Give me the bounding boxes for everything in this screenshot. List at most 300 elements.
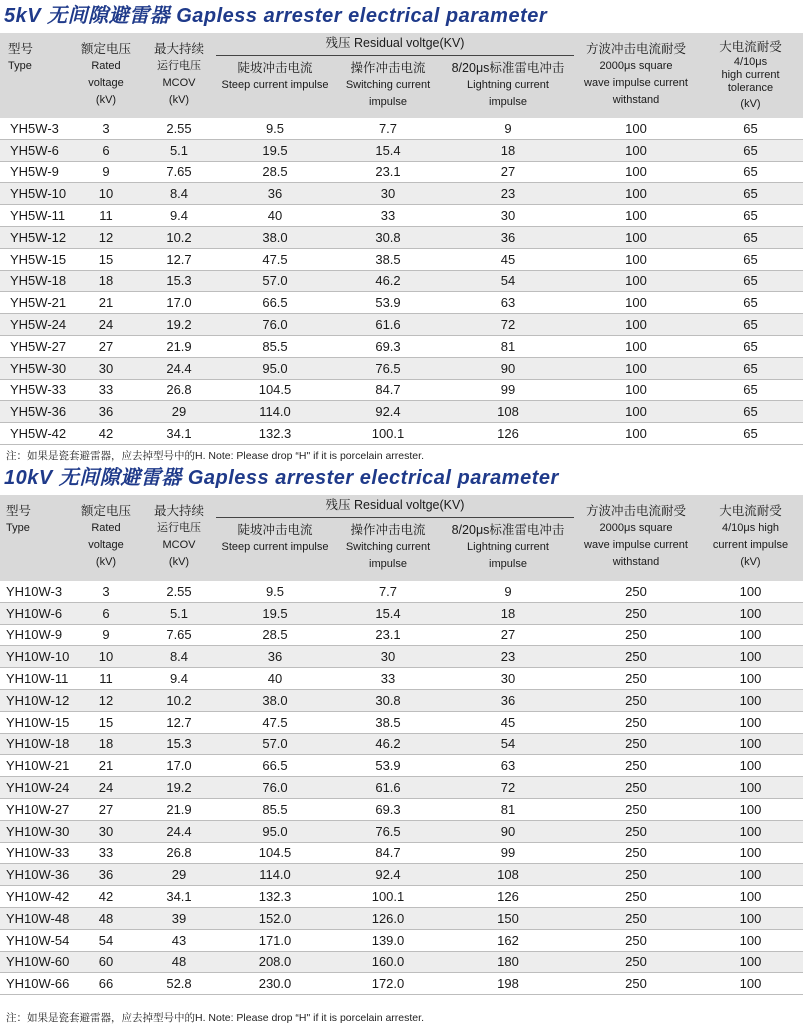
cell-square-wave: 100 — [574, 183, 698, 205]
cell-rated-voltage: 36 — [70, 864, 142, 886]
cell-lightning: 198 — [442, 973, 574, 995]
header-square-wave: 方波冲击电流耐受 2000μs square wave impulse current withstand — [574, 495, 698, 581]
cell-square-wave: 250 — [574, 842, 698, 864]
cell-steep: 104.5 — [216, 842, 334, 864]
cell-mcov: 15.3 — [142, 733, 216, 755]
cell-square-wave: 100 — [574, 335, 698, 357]
cell-high-current: 65 — [698, 118, 803, 139]
parameter-table-5kv — [0, 33, 803, 445]
cell-rated-voltage: 6 — [70, 602, 142, 624]
cell-mcov: 17.0 — [142, 755, 216, 777]
cell-high-current: 100 — [698, 624, 803, 646]
cell-rated-voltage: 18 — [70, 733, 142, 755]
cell-mcov: 26.8 — [142, 379, 216, 401]
cell-switching: 30.8 — [334, 226, 442, 248]
cell-high-current: 100 — [698, 689, 803, 711]
cell-square-wave: 250 — [574, 973, 698, 995]
cell-rated-voltage: 33 — [70, 842, 142, 864]
cell-switching: 33 — [334, 668, 442, 690]
cell-type: YH5W-36 — [0, 401, 70, 423]
cell-type: YH5W-30 — [0, 357, 70, 379]
cell-steep: 40 — [216, 668, 334, 690]
cell-lightning: 99 — [442, 842, 574, 864]
cell-rated-voltage: 54 — [70, 929, 142, 951]
cell-type: YH5W-24 — [0, 314, 70, 336]
cell-lightning: 27 — [442, 624, 574, 646]
cell-switching: 69.3 — [334, 335, 442, 357]
cell-switching: 100.1 — [334, 423, 442, 445]
cell-type: YH5W-6 — [0, 139, 70, 161]
cell-type: YH10W-54 — [0, 929, 70, 951]
table-row — [0, 842, 803, 864]
table-body-10kv — [0, 581, 803, 995]
cell-square-wave: 100 — [574, 118, 698, 139]
cell-high-current: 100 — [698, 777, 803, 799]
table-row — [0, 292, 803, 314]
cell-square-wave: 250 — [574, 624, 698, 646]
cell-steep: 28.5 — [216, 161, 334, 183]
header-mcov: 最大持续 运行电压 MCOV (kV) — [142, 495, 216, 581]
table-row — [0, 907, 803, 929]
cell-square-wave: 100 — [574, 314, 698, 336]
cell-switching: 15.4 — [334, 139, 442, 161]
cell-mcov: 26.8 — [142, 842, 216, 864]
header-residual-voltage: 残压 Residual voltge(KV) — [216, 495, 574, 517]
section-title-10kv: 10kV 无间隙避雷器 Gapless arrester electrical parameter — [4, 467, 559, 489]
table-row — [0, 118, 803, 139]
cell-switching: 92.4 — [334, 864, 442, 886]
table-row — [0, 755, 803, 777]
cell-square-wave: 250 — [574, 689, 698, 711]
cell-high-current: 100 — [698, 864, 803, 886]
cell-mcov: 10.2 — [142, 689, 216, 711]
cell-steep: 95.0 — [216, 357, 334, 379]
header-switching-current: 操作冲击电流 Switching current impulse — [334, 55, 442, 118]
cell-square-wave: 100 — [574, 270, 698, 292]
cell-type: YH5W-10 — [0, 183, 70, 205]
cell-high-current: 100 — [698, 798, 803, 820]
cell-lightning: 72 — [442, 314, 574, 336]
cell-square-wave: 250 — [574, 951, 698, 973]
cell-mcov: 17.0 — [142, 292, 216, 314]
cell-high-current: 100 — [698, 755, 803, 777]
cell-type: YH10W-60 — [0, 951, 70, 973]
cell-square-wave: 250 — [574, 581, 698, 602]
header-rated-voltage: 额定电压 Rated voltage (kV) — [70, 495, 142, 581]
cell-lightning: 23 — [442, 646, 574, 668]
cell-high-current: 65 — [698, 161, 803, 183]
table-row — [0, 929, 803, 951]
cell-lightning: 18 — [442, 602, 574, 624]
cell-steep: 19.5 — [216, 602, 334, 624]
cell-high-current: 100 — [698, 886, 803, 908]
cell-mcov: 9.4 — [142, 205, 216, 227]
cell-rated-voltage: 21 — [70, 755, 142, 777]
cell-mcov: 29 — [142, 401, 216, 423]
header-type: 型号 Type — [0, 495, 70, 581]
cell-lightning: 9 — [442, 581, 574, 602]
cell-high-current: 65 — [698, 314, 803, 336]
cell-type: YH10W-36 — [0, 864, 70, 886]
cell-lightning: 18 — [442, 139, 574, 161]
cell-mcov: 2.55 — [142, 581, 216, 602]
cell-lightning: 162 — [442, 929, 574, 951]
cell-mcov: 29 — [142, 864, 216, 886]
cell-lightning: 54 — [442, 270, 574, 292]
cell-high-current: 100 — [698, 907, 803, 929]
cell-type: YH10W-11 — [0, 668, 70, 690]
cell-rated-voltage: 30 — [70, 357, 142, 379]
cell-high-current: 65 — [698, 248, 803, 270]
table-row — [0, 401, 803, 423]
table-row — [0, 624, 803, 646]
cell-mcov: 8.4 — [142, 183, 216, 205]
cell-switching: 69.3 — [334, 798, 442, 820]
table-row — [0, 205, 803, 227]
cell-lightning: 63 — [442, 292, 574, 314]
cell-steep: 230.0 — [216, 973, 334, 995]
table-row — [0, 711, 803, 733]
cell-high-current: 65 — [698, 205, 803, 227]
cell-steep: 152.0 — [216, 907, 334, 929]
cell-switching: 30 — [334, 646, 442, 668]
cell-steep: 208.0 — [216, 951, 334, 973]
cell-mcov: 19.2 — [142, 314, 216, 336]
cell-type: YH5W-27 — [0, 335, 70, 357]
cell-mcov: 10.2 — [142, 226, 216, 248]
cell-rated-voltage: 66 — [70, 973, 142, 995]
cell-high-current: 100 — [698, 733, 803, 755]
parameter-table-10kv — [0, 495, 803, 995]
cell-type: YH5W-3 — [0, 118, 70, 139]
cell-rated-voltage: 10 — [70, 646, 142, 668]
cell-switching: 172.0 — [334, 973, 442, 995]
header-high-current: 大电流耐受 4/10μs high current tolerance (kV) — [698, 33, 803, 118]
cell-square-wave: 250 — [574, 711, 698, 733]
cell-lightning: 99 — [442, 379, 574, 401]
cell-square-wave: 100 — [574, 292, 698, 314]
cell-rated-voltage: 42 — [70, 423, 142, 445]
table-row — [0, 646, 803, 668]
cell-square-wave: 250 — [574, 646, 698, 668]
cell-square-wave: 100 — [574, 161, 698, 183]
cell-lightning: 81 — [442, 798, 574, 820]
cell-high-current: 65 — [698, 401, 803, 423]
cell-rated-voltage: 11 — [70, 668, 142, 690]
cell-rated-voltage: 24 — [70, 314, 142, 336]
header-switching-current: 操作冲击电流 Switching current impulse — [334, 517, 442, 581]
cell-mcov: 7.65 — [142, 161, 216, 183]
cell-type: YH10W-42 — [0, 886, 70, 908]
cell-mcov: 24.4 — [142, 357, 216, 379]
cell-switching: 30.8 — [334, 689, 442, 711]
cell-steep: 40 — [216, 205, 334, 227]
cell-type: YH5W-11 — [0, 205, 70, 227]
cell-type: YH10W-21 — [0, 755, 70, 777]
cell-switching: 38.5 — [334, 248, 442, 270]
cell-mcov: 7.65 — [142, 624, 216, 646]
header-residual-voltage: 残压 Residual voltge(KV) — [216, 33, 574, 55]
header-rated-voltage: 额定电压 Rated voltage (kV) — [70, 33, 142, 118]
table-row — [0, 798, 803, 820]
cell-high-current: 65 — [698, 226, 803, 248]
cell-lightning: 36 — [442, 226, 574, 248]
cell-square-wave: 250 — [574, 820, 698, 842]
table-row — [0, 951, 803, 973]
cell-mcov: 12.7 — [142, 248, 216, 270]
cell-steep: 57.0 — [216, 270, 334, 292]
cell-high-current: 100 — [698, 646, 803, 668]
cell-high-current: 65 — [698, 139, 803, 161]
cell-mcov: 9.4 — [142, 668, 216, 690]
table-row — [0, 886, 803, 908]
cell-mcov: 52.8 — [142, 973, 216, 995]
cell-type: YH5W-42 — [0, 423, 70, 445]
cell-square-wave: 100 — [574, 139, 698, 161]
footnote-5kv: 注：如果是瓷套避雷器，应去掉型号中的H. Note: Please drop “H" if it is porcelain arrester. — [6, 450, 424, 462]
cell-rated-voltage: 11 — [70, 205, 142, 227]
cell-switching: 33 — [334, 205, 442, 227]
cell-steep: 114.0 — [216, 864, 334, 886]
cell-type: YH10W-66 — [0, 973, 70, 995]
cell-lightning: 108 — [442, 401, 574, 423]
table-row — [0, 602, 803, 624]
cell-mcov: 43 — [142, 929, 216, 951]
cell-mcov: 39 — [142, 907, 216, 929]
cell-mcov: 34.1 — [142, 886, 216, 908]
cell-square-wave: 250 — [574, 798, 698, 820]
cell-rated-voltage: 3 — [70, 581, 142, 602]
table-row — [0, 248, 803, 270]
cell-rated-voltage: 12 — [70, 226, 142, 248]
cell-rated-voltage: 30 — [70, 820, 142, 842]
cell-type: YH10W-33 — [0, 842, 70, 864]
cell-steep: 76.0 — [216, 314, 334, 336]
table-row — [0, 423, 803, 445]
cell-rated-voltage: 42 — [70, 886, 142, 908]
cell-square-wave: 100 — [574, 248, 698, 270]
cell-mcov: 8.4 — [142, 646, 216, 668]
cell-lightning: 27 — [442, 161, 574, 183]
table-row — [0, 733, 803, 755]
cell-type: YH5W-9 — [0, 161, 70, 183]
cell-rated-voltage: 48 — [70, 907, 142, 929]
cell-rated-voltage: 33 — [70, 379, 142, 401]
cell-square-wave: 250 — [574, 755, 698, 777]
cell-square-wave: 250 — [574, 602, 698, 624]
cell-lightning: 180 — [442, 951, 574, 973]
cell-square-wave: 100 — [574, 379, 698, 401]
cell-steep: 114.0 — [216, 401, 334, 423]
cell-switching: 7.7 — [334, 118, 442, 139]
cell-switching: 23.1 — [334, 161, 442, 183]
cell-rated-voltage: 27 — [70, 335, 142, 357]
cell-lightning: 72 — [442, 777, 574, 799]
header-steep-current: 陡坡冲击电流 Steep current impulse — [216, 517, 334, 581]
cell-lightning: 90 — [442, 820, 574, 842]
cell-switching: 23.1 — [334, 624, 442, 646]
cell-steep: 171.0 — [216, 929, 334, 951]
table-row — [0, 335, 803, 357]
cell-steep: 19.5 — [216, 139, 334, 161]
cell-high-current: 65 — [698, 183, 803, 205]
cell-type: YH5W-15 — [0, 248, 70, 270]
table-row — [0, 314, 803, 336]
cell-type: YH5W-21 — [0, 292, 70, 314]
cell-switching: 15.4 — [334, 602, 442, 624]
cell-rated-voltage: 15 — [70, 711, 142, 733]
table-row — [0, 379, 803, 401]
cell-rated-voltage: 9 — [70, 161, 142, 183]
header-lightning-current: 8/20μs标准雷电冲击 Lightning current impulse — [442, 55, 574, 118]
cell-mcov: 2.55 — [142, 118, 216, 139]
header-type: 型号 Type — [0, 33, 70, 118]
table-row — [0, 139, 803, 161]
cell-switching: 46.2 — [334, 733, 442, 755]
table-row — [0, 689, 803, 711]
section-title-5kv: 5kV 无间隙避雷器 Gapless arrester electrical parameter — [4, 5, 548, 27]
cell-square-wave: 250 — [574, 929, 698, 951]
header-square-wave: 方波冲击电流耐受 2000μs square wave impulse current withstand — [574, 33, 698, 118]
cell-lightning: 150 — [442, 907, 574, 929]
cell-rated-voltage: 18 — [70, 270, 142, 292]
cell-steep: 66.5 — [216, 755, 334, 777]
cell-steep: 9.5 — [216, 118, 334, 139]
cell-high-current: 65 — [698, 292, 803, 314]
cell-high-current: 100 — [698, 820, 803, 842]
footnote-10kv: 注：如果是瓷套避雷器，应去掉型号中的H. Note: Please drop “H" if it is porcelain arrester. — [6, 1012, 424, 1024]
cell-type: YH10W-3 — [0, 581, 70, 602]
cell-mcov: 15.3 — [142, 270, 216, 292]
cell-square-wave: 250 — [574, 733, 698, 755]
cell-high-current: 65 — [698, 379, 803, 401]
cell-steep: 38.0 — [216, 226, 334, 248]
table-row — [0, 581, 803, 602]
cell-lightning: 108 — [442, 864, 574, 886]
cell-mcov: 5.1 — [142, 139, 216, 161]
cell-type: YH10W-9 — [0, 624, 70, 646]
cell-lightning: 9 — [442, 118, 574, 139]
cell-rated-voltage: 10 — [70, 183, 142, 205]
cell-steep: 47.5 — [216, 248, 334, 270]
cell-mcov: 24.4 — [142, 820, 216, 842]
cell-switching: 139.0 — [334, 929, 442, 951]
cell-high-current: 100 — [698, 929, 803, 951]
cell-high-current: 65 — [698, 423, 803, 445]
table-row — [0, 357, 803, 379]
cell-mcov: 48 — [142, 951, 216, 973]
cell-high-current: 100 — [698, 842, 803, 864]
table-row — [0, 668, 803, 690]
cell-steep: 36 — [216, 183, 334, 205]
cell-steep: 66.5 — [216, 292, 334, 314]
cell-rated-voltage: 6 — [70, 139, 142, 161]
cell-mcov: 21.9 — [142, 335, 216, 357]
cell-switching: 92.4 — [334, 401, 442, 423]
cell-high-current: 100 — [698, 581, 803, 602]
cell-steep: 9.5 — [216, 581, 334, 602]
cell-lightning: 36 — [442, 689, 574, 711]
cell-high-current: 100 — [698, 973, 803, 995]
cell-type: YH5W-18 — [0, 270, 70, 292]
cell-steep: 132.3 — [216, 886, 334, 908]
cell-steep: 76.0 — [216, 777, 334, 799]
cell-switching: 126.0 — [334, 907, 442, 929]
cell-switching: 46.2 — [334, 270, 442, 292]
cell-steep: 28.5 — [216, 624, 334, 646]
cell-lightning: 126 — [442, 423, 574, 445]
cell-steep: 38.0 — [216, 689, 334, 711]
cell-rated-voltage: 24 — [70, 777, 142, 799]
cell-steep: 85.5 — [216, 335, 334, 357]
cell-steep: 57.0 — [216, 733, 334, 755]
table-row — [0, 270, 803, 292]
cell-switching: 84.7 — [334, 842, 442, 864]
cell-rated-voltage: 15 — [70, 248, 142, 270]
cell-switching: 160.0 — [334, 951, 442, 973]
cell-type: YH10W-6 — [0, 602, 70, 624]
cell-square-wave: 250 — [574, 777, 698, 799]
cell-lightning: 90 — [442, 357, 574, 379]
cell-switching: 84.7 — [334, 379, 442, 401]
cell-lightning: 30 — [442, 668, 574, 690]
cell-switching: 38.5 — [334, 711, 442, 733]
cell-square-wave: 250 — [574, 886, 698, 908]
cell-switching: 30 — [334, 183, 442, 205]
cell-steep: 36 — [216, 646, 334, 668]
cell-mcov: 34.1 — [142, 423, 216, 445]
cell-high-current: 100 — [698, 668, 803, 690]
cell-type: YH10W-12 — [0, 689, 70, 711]
cell-high-current: 100 — [698, 951, 803, 973]
cell-square-wave: 100 — [574, 401, 698, 423]
cell-lightning: 30 — [442, 205, 574, 227]
cell-square-wave: 100 — [574, 423, 698, 445]
table-row — [0, 864, 803, 886]
cell-rated-voltage: 60 — [70, 951, 142, 973]
cell-type: YH10W-48 — [0, 907, 70, 929]
cell-steep: 132.3 — [216, 423, 334, 445]
cell-type: YH5W-33 — [0, 379, 70, 401]
cell-switching: 76.5 — [334, 820, 442, 842]
table-body-5kv — [0, 118, 803, 444]
header-high-current: 大电流耐受 4/10μs high current impulse (kV) — [698, 495, 803, 581]
cell-switching: 100.1 — [334, 886, 442, 908]
cell-type: YH10W-27 — [0, 798, 70, 820]
cell-rated-voltage: 27 — [70, 798, 142, 820]
cell-steep: 85.5 — [216, 798, 334, 820]
cell-rated-voltage: 3 — [70, 118, 142, 139]
table-row — [0, 777, 803, 799]
cell-type: YH10W-18 — [0, 733, 70, 755]
header-steep-current: 陡坡冲击电流 Steep current impulse — [216, 55, 334, 118]
cell-lightning: 63 — [442, 755, 574, 777]
table-row — [0, 820, 803, 842]
cell-switching: 53.9 — [334, 292, 442, 314]
cell-switching: 76.5 — [334, 357, 442, 379]
cell-square-wave: 250 — [574, 668, 698, 690]
cell-high-current: 65 — [698, 270, 803, 292]
cell-steep: 95.0 — [216, 820, 334, 842]
table-row — [0, 226, 803, 248]
cell-mcov: 5.1 — [142, 602, 216, 624]
cell-type: YH10W-30 — [0, 820, 70, 842]
cell-high-current: 65 — [698, 335, 803, 357]
cell-type: YH5W-12 — [0, 226, 70, 248]
cell-switching: 61.6 — [334, 777, 442, 799]
cell-rated-voltage: 36 — [70, 401, 142, 423]
cell-mcov: 12.7 — [142, 711, 216, 733]
